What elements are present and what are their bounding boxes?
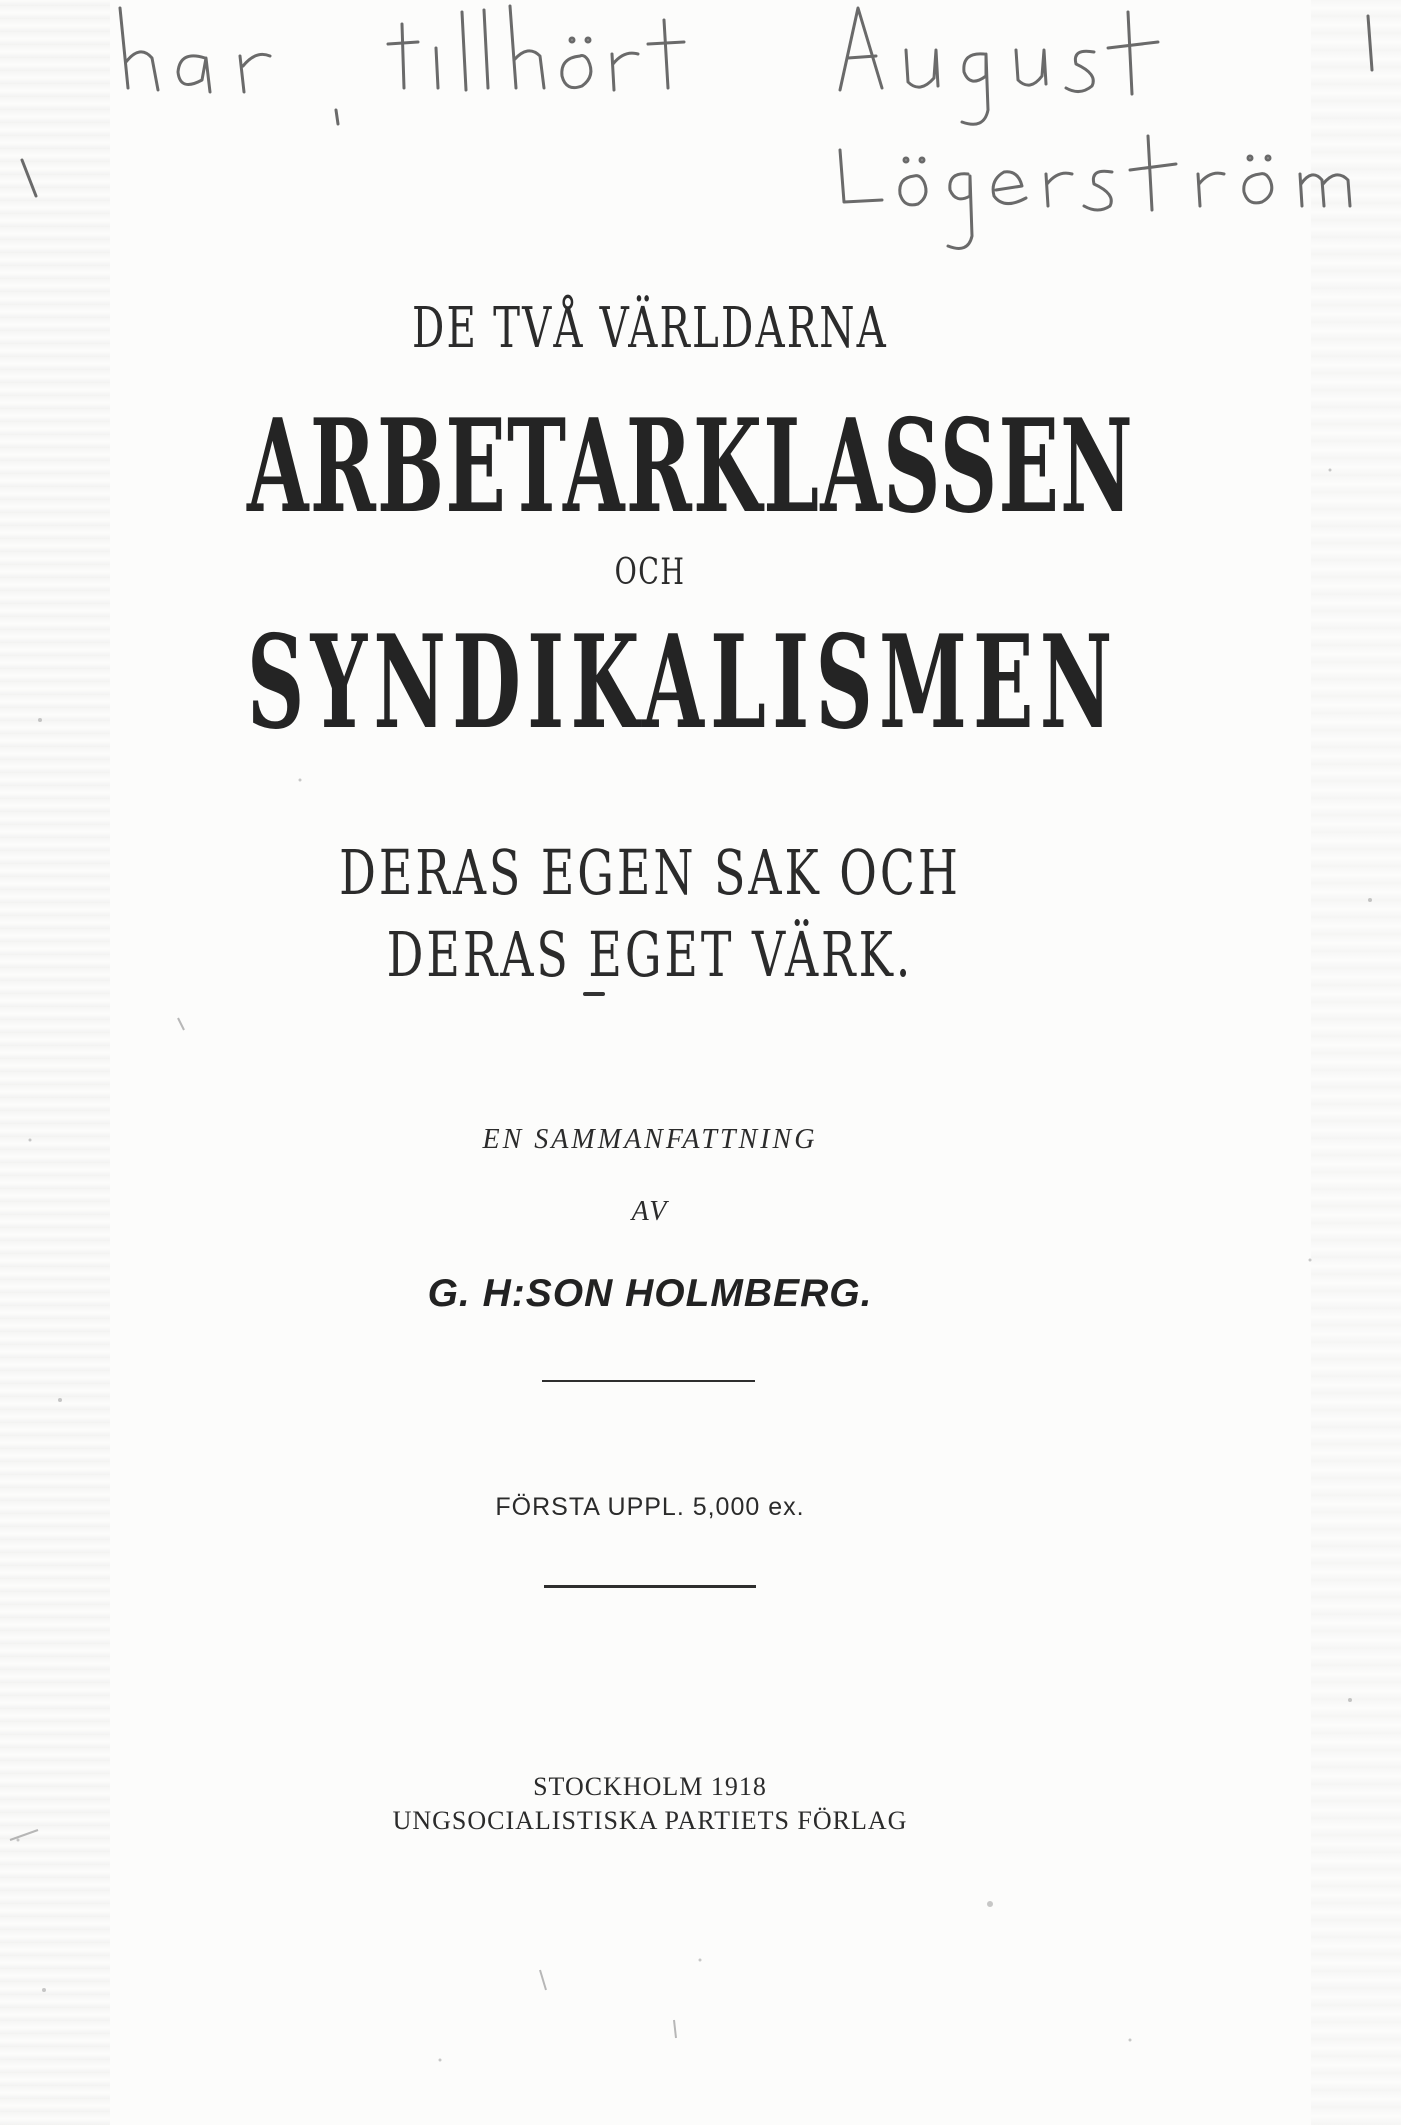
divider-rule <box>544 1585 756 1588</box>
ornament-dash <box>583 992 605 996</box>
by-label: AV <box>631 1196 669 1227</box>
subtitle <box>169 832 1131 996</box>
over-title: DE TVÅ VÄRLDARNA <box>412 296 888 361</box>
author-name: G. H:SON HOLMBERG. <box>427 1272 873 1315</box>
edition-note: FÖRSTA UPPL. 5,000 ex. <box>495 1493 805 1521</box>
divider-rule <box>542 1380 755 1382</box>
conjunction: OCH <box>614 552 686 593</box>
handwritten-inscription <box>0 0 1401 270</box>
summary-label: EN SAMMANFATTNING <box>482 1124 818 1155</box>
main-title-syndikalismen: SYNDIKALISMEN <box>247 608 1119 758</box>
main-title-arbetarklassen: ARBETARKLASSEN <box>247 392 1134 542</box>
subtitle-line-2: DERAS EGET VÄRK. <box>386 918 914 991</box>
subtitle-line-1: DERAS EGEN SAK OCH <box>339 836 961 909</box>
imprint-publisher: UNGSOCIALISTISKA PARTIETS FÖRLAG <box>392 1806 908 1835</box>
imprint-place-year: STOCKHOLM 1918 <box>533 1772 767 1801</box>
